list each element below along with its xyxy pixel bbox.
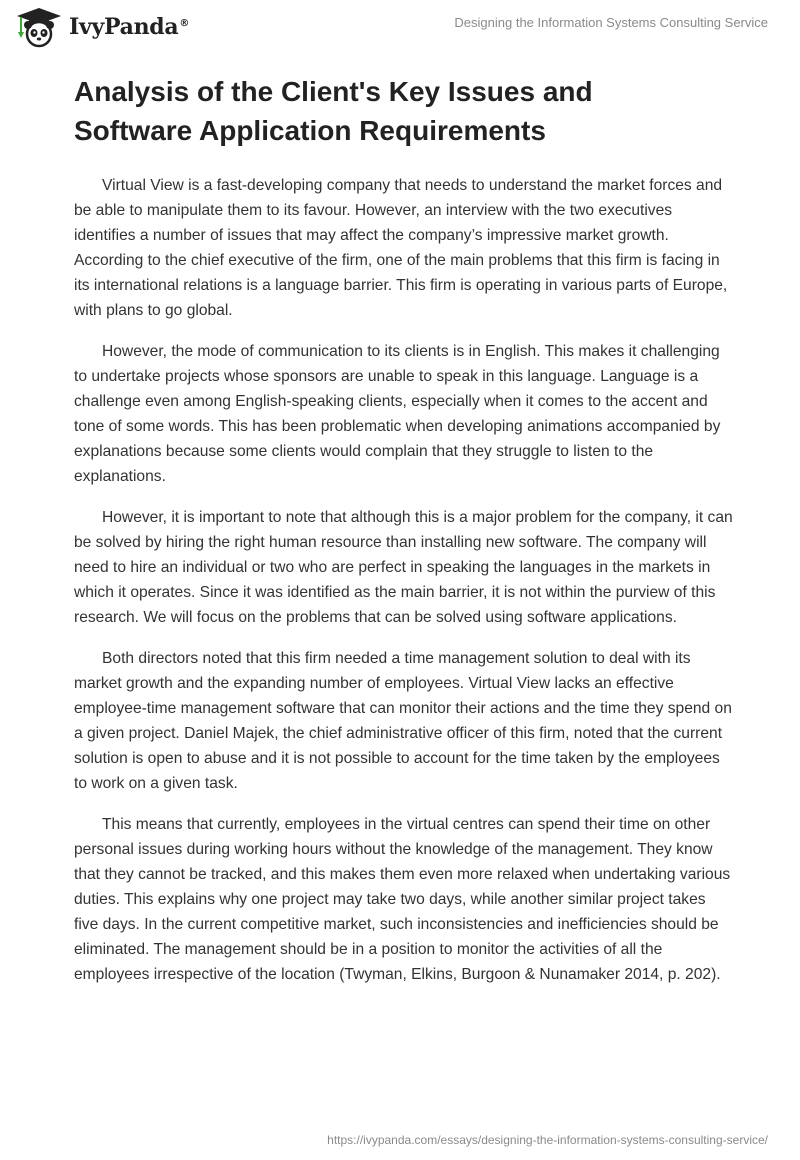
source-url[interactable]: https://ivypanda.com/essays/designing-the-information-systems-consulting-service/ [327, 1133, 768, 1147]
brand-name: IvyPanda® [69, 14, 190, 40]
paragraph: This means that currently, employees in the virtual centres can spend their time on other personal issues during working hours without the knowledge of the management. They know that they cannot be tracked, and this makes them even more relaxed when undertaking various duties. This explains why one project may take two days, while another similar project takes five days. In the current competitive market, such inconsistencies and inefficiencies should be eliminated. The management should be in a position to monitor the activities of all the employees irrespective of the location (Twyman, Elkins, Burgoon & Nunamaker 2014, p. 202). [74, 816, 731, 983]
registered-mark: ® [179, 17, 190, 29]
paragraph: Both directors noted that this firm needed a time management solution to deal with its market growth and the expanding number of employees. Virtual View lacks an effective employee-time management software that can monitor their actions and the time they spend on a given project. Daniel Majek, the chief administrative officer of this firm, noted that the current solution is open to abuse and it is not possible to account for the time taken by the employees to work on a given task. [74, 650, 732, 792]
panda-logo-icon [15, 6, 63, 48]
paragraph: Virtual View is a fast-developing company that needs to understand the market forces and be able to manipulate them to its favour. However, an interview with the two executives identifies a number of issues that may affect the company’s impressive market growth. According to the chief executive of the firm, one of the main problems that this firm is facing in its international relations is a language barrier. This firm is operating in various parts of Europe, with plans to go global. [74, 177, 728, 319]
article-body [74, 173, 734, 1003]
page-header [0, 0, 800, 60]
paragraph: However, the mode of communication to its clients is in English. This makes it challenging to undertake projects whose sponsors are unable to speak in this language. Language is a challenge even among English-speaking clients, especially when it comes to the accent and tone of some words. This has been problematic when developing animations accompanied by explanations because some clients would complain that they struggle to listen to the explanations. [74, 343, 721, 485]
brand-logo[interactable] [15, 6, 189, 48]
paragraph: However, it is important to note that although this is a major problem for the company, it can be solved by hiring the right human resource than installing new software. The company will need to hire an individual or two who are perfect in speaking the languages in the markets in which it operates. Since it was identified as the main barrier, it is not within the purview of this research. We will focus on the problems that can be solved using software applications. [74, 509, 733, 626]
page-title: Analysis of the Client's Key Issues and Software Application Requirements [74, 76, 593, 146]
document-title-header: Designing the Information Systems Consulting Service [454, 15, 768, 30]
